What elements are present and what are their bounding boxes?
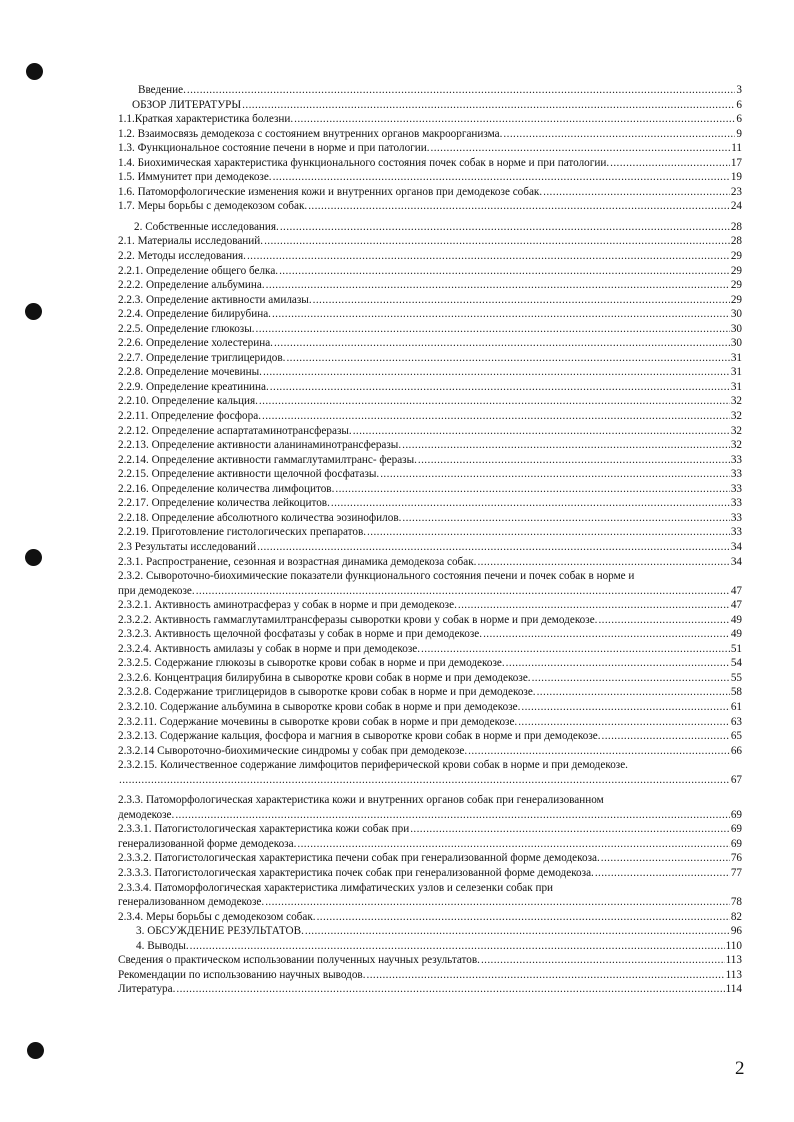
- dot-leader: [543, 185, 730, 200]
- toc-entry: [118, 394, 742, 409]
- dot-leader: [242, 98, 735, 113]
- toc-entry-page: 76: [730, 852, 742, 865]
- dot-leader: [272, 307, 730, 322]
- toc-entry-title: 2.3.2.15. Количественное содержание лимфоцитов периферической крови собак в норме и при демодекозе.: [118, 759, 628, 772]
- dot-leader: [335, 482, 729, 497]
- toc-entry: [118, 322, 742, 337]
- toc-entry-page: 54: [730, 657, 742, 670]
- page-number: 2: [735, 1058, 745, 1079]
- toc-entry: [118, 127, 742, 142]
- toc-entry: [118, 881, 742, 896]
- toc-entry-title: 2.2.9. Определение креатинина.: [118, 380, 269, 393]
- toc-entry: [118, 715, 742, 730]
- dot-leader: [196, 584, 730, 599]
- toc-entry: [118, 822, 742, 837]
- toc-entry: [118, 156, 742, 171]
- toc-entry-page: 47: [730, 584, 742, 597]
- dot-leader: [270, 380, 730, 395]
- toc-entry: [118, 496, 742, 511]
- toc-entry-page: 113: [725, 968, 742, 981]
- toc-entry: [118, 924, 742, 939]
- dot-leader: [286, 351, 729, 366]
- toc-entry: [118, 234, 742, 249]
- punch-hole-4: [27, 1042, 44, 1059]
- toc-entry-title: генерализованной форме демодекоза.: [118, 837, 297, 850]
- dot-leader: [380, 467, 730, 482]
- toc-entry-page: 28: [730, 235, 742, 248]
- toc-entry: [118, 837, 742, 852]
- dot-leader: [257, 540, 730, 555]
- toc-entry: [118, 866, 742, 881]
- toc-entry-title: 2.2.16. Определение количества лимфоцитов.: [118, 482, 335, 495]
- dot-leader: [313, 293, 730, 308]
- toc-entry: [118, 569, 742, 584]
- toc-entry-title: демодекозе.: [118, 808, 175, 821]
- toc-entry: [118, 185, 742, 200]
- toc-entry-title: 2.2.3. Определение активности амилазы.: [118, 293, 312, 306]
- toc-entry-title: Литература.: [118, 983, 176, 996]
- dot-leader: [431, 141, 731, 156]
- toc-entry-title: 2.2.19. Приготовление гистологических препаратов.: [118, 526, 367, 539]
- dot-leader: [175, 808, 730, 823]
- dot-leader: [259, 394, 730, 409]
- toc-entry-title: 1.4. Биохимическая характеристика функционального состояния почек собак в норме и при патологии.: [118, 156, 610, 169]
- toc-entry-title: 1.5. Иммунитет при демодекозе.: [118, 171, 272, 184]
- toc-entry-title: 2.3.2.1. Активность аминотрасфераз у собак в норме и при демодекозе.: [118, 599, 457, 612]
- toc-entry-page: 30: [730, 322, 742, 335]
- dot-leader: [331, 496, 730, 511]
- toc-entry-page: 11: [731, 142, 742, 155]
- toc-entry-title: 2.3.4. Меры борьбы с демодекозом собак.: [118, 910, 316, 923]
- toc-entry-title: 2.2.11. Определение фосфора.: [118, 410, 261, 423]
- toc-entry-title: 2.3.2.14 Сывороточно-биохимические синдромы у собак при демодекозе.: [118, 744, 468, 757]
- toc-entry: [118, 264, 742, 279]
- toc-entry-title: 2.3.2. Сывороточно-биохимические показатели функционального состояния печени и почек собак в норме и: [118, 570, 635, 583]
- toc-entry: [118, 729, 742, 744]
- dot-leader: [521, 700, 729, 715]
- toc-entry-page: 34: [730, 540, 742, 553]
- toc-entry-title: 2.2.13. Определение активности аланинаминотрансферазы.: [118, 439, 402, 452]
- toc-entry-title: 1.2. Взаимосвязь демодекоза с состоянием внутренних органов макроорганизма.: [118, 127, 503, 140]
- toc-entry-title: 2.3.3.2. Патогистологическая характеристика печени собак при генерализованной форме демодекоза.: [118, 852, 600, 865]
- toc-entry-title: 2.2.18. Определение абсолютного количества эозинофилов.: [118, 511, 402, 524]
- dot-leader: [602, 729, 730, 744]
- toc-entry-page: 33: [730, 511, 742, 524]
- toc-entry-page: 33: [730, 482, 742, 495]
- toc-entry-page: 110: [725, 939, 742, 952]
- toc-entry-page: 24: [730, 200, 742, 213]
- toc-entry: [118, 642, 742, 657]
- dot-leader: [601, 851, 730, 866]
- toc-entry: [118, 467, 742, 482]
- toc-entry-page: 34: [730, 555, 742, 568]
- toc-entry: [118, 336, 742, 351]
- toc-entry-title: 2.3.3.3. Патогистологическая характеристика почек собак при генерализованной форме демодекоза.: [118, 866, 594, 879]
- dot-leader: [265, 895, 730, 910]
- toc-entry-title: Сведения о практическом использовании полученных научных результатов.: [118, 954, 480, 967]
- dot-leader: [458, 598, 730, 613]
- toc-entry-title: Рекомендации по использованию научных выводов.: [118, 968, 366, 981]
- toc-entry: [118, 249, 742, 264]
- toc-entry-page: 61: [730, 700, 742, 713]
- toc-entry-title: 2.2.7. Определение триглицеридов.: [118, 351, 286, 364]
- toc-entry: [118, 525, 742, 540]
- toc-entry-page: 67: [730, 773, 742, 786]
- toc-entry-title: 2.2.5. Определение глюкозы.: [118, 322, 255, 335]
- toc-entry: [118, 438, 742, 453]
- toc-entry: [118, 220, 742, 235]
- toc-entry-title: 2.2.6. Определение холестерина.: [118, 337, 273, 350]
- toc-entry: [118, 851, 742, 866]
- toc-entry-title: 2.3.1. Распространение, сезонная и возрастная динамика демодекоза собак.: [118, 555, 477, 568]
- toc-entry-title: 2.2.4. Определение билирубина.: [118, 308, 271, 321]
- dot-leader: [595, 866, 730, 881]
- toc-entry-title: 2.3.2.5. Содержание глюкозы в сыворотке крови собак в норме и при демодекозе.: [118, 657, 505, 670]
- dot-leader: [279, 264, 730, 279]
- toc-entry-page: 78: [730, 896, 742, 909]
- toc-entry: [118, 199, 742, 214]
- toc-entry-page: 32: [730, 439, 742, 452]
- toc-entry-page: 23: [730, 185, 742, 198]
- toc-entry-page: 32: [730, 410, 742, 423]
- toc-entry: [118, 424, 742, 439]
- toc-entry: [118, 627, 742, 642]
- dot-leader: [477, 555, 729, 570]
- dot-leader: [418, 453, 730, 468]
- toc-entry-title: 1.3. Функциональное состояние печени в норме и при патологии.: [118, 142, 430, 155]
- toc-entry-title: ОБЗОР ЛИТЕРАТУРЫ: [132, 98, 242, 111]
- dot-leader: [274, 336, 730, 351]
- toc-entry-title: 2.3.3.1. Патогистологическая характеристика кожи собак при: [118, 823, 410, 836]
- toc-entry: [118, 656, 742, 671]
- toc-entry: [118, 685, 742, 700]
- toc-entry-title: 2.3.2.11. Содержание мочевины в сыворотке крови собак в норме и при демодекозе.: [118, 715, 518, 728]
- toc-entry-page: 33: [730, 497, 742, 510]
- toc-entry: [118, 808, 742, 823]
- dot-leader: [262, 409, 730, 424]
- toc-entry-title: 1.1.Краткая характеристика болезни.: [118, 113, 294, 126]
- toc-entry: [118, 939, 742, 954]
- dot-leader: [297, 837, 729, 852]
- toc-entry-title: 2.2.15. Определение активности щелочной фосфатазы.: [118, 468, 380, 481]
- toc-entry-title: 2.3.2.2. Активность гаммаглутамилтрансферазы сыворотки крови у собак в норме и при демодекозе.: [118, 613, 598, 626]
- dot-leader: [367, 968, 725, 983]
- toc-entry-page: 69: [730, 823, 742, 836]
- toc-entry-title: 2.3.2.3. Активность щелочной фосфатазы у собак в норме и при демодекозе.: [118, 628, 483, 641]
- dot-leader: [503, 127, 735, 142]
- toc-entry: [118, 141, 742, 156]
- toc-entry-page: 51: [730, 642, 742, 655]
- toc-entry-page: 69: [730, 808, 742, 821]
- toc-entry-page: 6: [736, 113, 742, 126]
- dot-leader: [518, 715, 730, 730]
- dot-leader: [468, 744, 730, 759]
- dot-leader: [247, 249, 730, 264]
- toc-entry: [118, 98, 742, 113]
- dot-leader: [119, 773, 730, 788]
- dot-leader: [256, 322, 730, 337]
- toc-entry-title: 2.2.12. Определение аспартатаминотрансферазы.: [118, 424, 352, 437]
- dot-leader: [410, 822, 730, 837]
- toc-entry: [118, 453, 742, 468]
- toc-entry-title: 2.1. Материалы исследований.: [118, 235, 264, 248]
- toc-entry-page: 31: [730, 366, 742, 379]
- toc-entry: [118, 409, 742, 424]
- toc-entry: [118, 700, 742, 715]
- toc-entry: [118, 968, 742, 983]
- dot-leader: [176, 982, 724, 997]
- toc-entry-title: генерализованном демодекозе.: [118, 896, 265, 909]
- toc-entry-page: 30: [730, 308, 742, 321]
- toc-entry-page: 6: [736, 98, 742, 111]
- toc-entry-title: 2.3.3.4. Патоморфологическая характеристика лимфатических узлов и селезенки собак при: [118, 881, 554, 894]
- toc-entry-title: 2.3.2.13. Содержание кальция, фосфора и магния в сыворотке крови собак в норме и при демодекозе.: [118, 730, 601, 743]
- toc-entry-page: 66: [730, 744, 742, 757]
- toc-entry-title: 2.2.10. Определение кальция.: [118, 395, 258, 408]
- toc-entry-page: 33: [730, 526, 742, 539]
- toc-entry-title: при демодекозе.: [118, 584, 195, 597]
- toc-entry-page: 17: [730, 156, 742, 169]
- dot-leader: [598, 613, 729, 628]
- dot-leader: [305, 924, 730, 939]
- toc-entry-title: 1.6. Патоморфологические изменения кожи и внутренних органов при демодекозе собак.: [118, 185, 543, 198]
- toc-entry-title: 2.3.3. Патоморфологическая характеристика кожи и внутренних органов собак при генерализованном: [118, 794, 604, 807]
- dot-leader: [190, 939, 725, 954]
- punch-hole-2: [25, 303, 42, 320]
- toc-entry-page: 29: [730, 250, 742, 263]
- toc-entry-title: 2.3.2.8. Содержание триглицеридов в сыворотке крови собак в норме и при демодекозе.: [118, 686, 536, 699]
- toc-entry-page: 55: [730, 671, 742, 684]
- dot-leader: [402, 511, 729, 526]
- toc-entry: [118, 895, 742, 910]
- toc-entry-page: 32: [730, 395, 742, 408]
- toc-entry-page: 82: [730, 910, 742, 923]
- dot-leader: [317, 910, 730, 925]
- toc-entry-page: 49: [730, 628, 742, 641]
- toc-entry-page: 29: [730, 279, 742, 292]
- dot-leader: [532, 671, 730, 686]
- dot-leader: [353, 424, 730, 439]
- toc-entry-page: 114: [725, 983, 742, 996]
- toc-entry-page: 58: [730, 686, 742, 699]
- toc-entry-page: 33: [730, 453, 742, 466]
- toc-entry-page: 32: [730, 424, 742, 437]
- punch-hole-1: [26, 63, 43, 80]
- toc-entry-page: 3: [736, 84, 742, 96]
- toc-entry: [118, 365, 742, 380]
- toc-entry-title: 2.3 Результаты исследований: [118, 540, 257, 553]
- toc-entry-page: 30: [730, 337, 742, 350]
- toc-entry: [118, 278, 742, 293]
- toc-entry-page: 77: [730, 866, 742, 879]
- dot-leader: [187, 83, 736, 98]
- toc-entry-page: 47: [730, 599, 742, 612]
- toc-entry-page: 28: [730, 220, 742, 233]
- toc-entry: [118, 744, 742, 759]
- toc-entry-title: 1.7. Меры борьбы с демодекозом собак.: [118, 200, 308, 213]
- dot-leader: [264, 234, 730, 249]
- toc-entry: [118, 511, 742, 526]
- dot-leader: [308, 199, 730, 214]
- toc-entry-title: Введение.: [138, 84, 186, 96]
- toc-entry: [118, 482, 742, 497]
- toc-entry: [118, 613, 742, 628]
- toc-entry-page: 49: [730, 613, 742, 626]
- dot-leader: [483, 627, 730, 642]
- toc-entry: [118, 112, 742, 127]
- toc-entry-page: 31: [730, 351, 742, 364]
- toc-entry: [118, 380, 742, 395]
- dot-leader: [367, 525, 730, 540]
- dot-leader: [273, 170, 730, 185]
- toc-entry-title: 2.2.1. Определение общего белка.: [118, 264, 279, 277]
- toc-entry: [118, 351, 742, 366]
- toc-entry: [118, 671, 742, 686]
- table-of-contents: [118, 83, 742, 997]
- dot-leader: [402, 438, 730, 453]
- punch-hole-3: [25, 549, 42, 566]
- toc-entry: [118, 83, 742, 98]
- toc-entry: [118, 170, 742, 185]
- toc-entry-page: 113: [725, 954, 742, 967]
- toc-entry-page: 31: [730, 380, 742, 393]
- toc-entry: [118, 584, 742, 599]
- toc-entry: [118, 598, 742, 613]
- toc-entry-title: 3. ОБСУЖДЕНИЕ РЕЗУЛЬТАТОВ.: [136, 925, 304, 938]
- toc-entry-page: 69: [730, 837, 742, 850]
- toc-entry-title: 2.3.2.6. Концентрация билирубина в сыворотке крови собак в норме и при демодекозе.: [118, 671, 531, 684]
- toc-entry-page: 65: [730, 730, 742, 743]
- dot-leader: [481, 953, 725, 968]
- toc-entry-title: 2.2.8. Определение мочевины.: [118, 366, 262, 379]
- toc-entry-title: 4. Выводы.: [136, 939, 189, 952]
- toc-entry: [118, 773, 742, 788]
- dot-leader: [294, 112, 735, 127]
- toc-entry-title: 2.2.17. Определение количества лейкоцитов.: [118, 497, 330, 510]
- toc-entry: [118, 307, 742, 322]
- toc-entry: [118, 953, 742, 968]
- dot-leader: [263, 365, 730, 380]
- toc-entry-page: 19: [730, 171, 742, 184]
- toc-entry-title: 2.3.2.4. Активность амилазы у собак в норме и при демодекозе.: [118, 642, 421, 655]
- toc-entry-page: 9: [736, 127, 742, 140]
- toc-entry: [118, 293, 742, 308]
- toc-entry: [118, 758, 742, 773]
- toc-entry: [118, 793, 742, 808]
- toc-entry-title: 2. Собственные исследования.: [134, 220, 279, 233]
- dot-leader: [610, 156, 730, 171]
- toc-entry: [118, 540, 742, 555]
- dot-leader: [280, 220, 730, 235]
- toc-entry-title: 2.3.2.10. Содержание альбумина в сыворотке крови собак в норме и при демодекозе.: [118, 700, 521, 713]
- toc-entry-page: 33: [730, 468, 742, 481]
- toc-entry-page: 63: [730, 715, 742, 728]
- dot-leader: [506, 656, 730, 671]
- dot-leader: [537, 685, 730, 700]
- dot-leader: [421, 642, 730, 657]
- toc-entry: [118, 982, 742, 997]
- toc-entry-title: 2.2.2. Определение альбумина.: [118, 279, 265, 292]
- toc-entry-title: 2.2. Методы исследования.: [118, 250, 246, 263]
- toc-entry: [118, 910, 742, 925]
- toc-entry-title: 2.2.14. Определение активности гаммаглутамилтранс- феразы.: [118, 453, 417, 466]
- toc-entry-page: 96: [730, 925, 742, 938]
- dot-leader: [266, 278, 730, 293]
- toc-entry-page: 29: [730, 264, 742, 277]
- toc-entry-page: 29: [730, 293, 742, 306]
- toc-entry: [118, 555, 742, 570]
